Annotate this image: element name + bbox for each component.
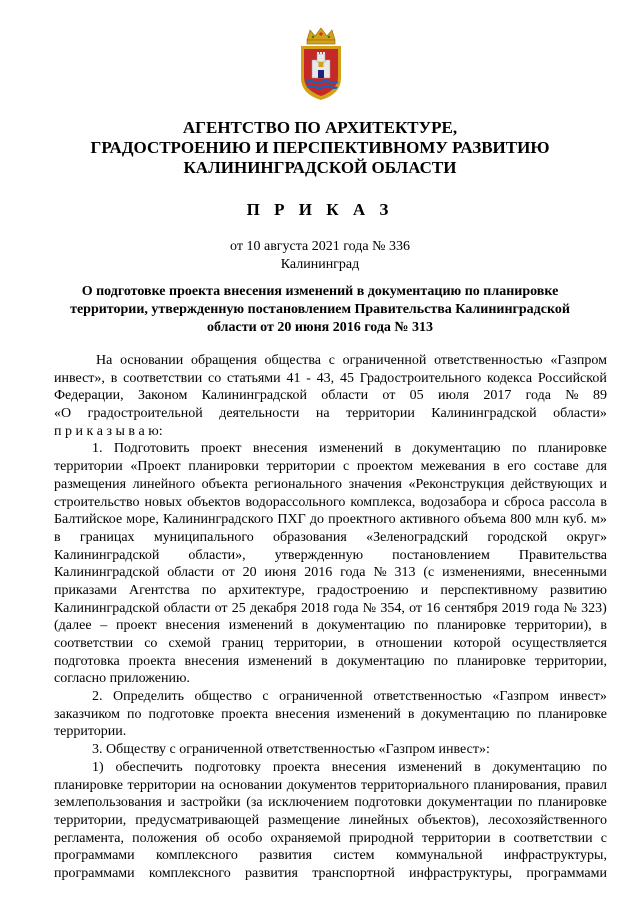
body-word: 20 [242, 565, 257, 581]
body-word: планирования, [473, 777, 561, 793]
body-word: документацию [316, 618, 406, 634]
body-word: - [306, 370, 311, 386]
body-word: новых [144, 494, 183, 510]
body-word: границ [221, 636, 264, 651]
body-word: соответствии [54, 636, 134, 651]
body-word: по [517, 795, 533, 811]
body-word: программами [54, 865, 135, 881]
order-body-text [54, 352, 607, 883]
body-word: Градостроительного [359, 370, 482, 386]
body-word: (за [246, 795, 263, 811]
body-word: муниципального [153, 529, 254, 545]
order-subject [70, 283, 570, 337]
body-line [54, 759, 607, 777]
body-word: регламента, [54, 830, 125, 846]
body-word: положения [132, 830, 198, 846]
body-word: внесения [184, 653, 240, 669]
body-word: внесения [252, 441, 308, 457]
body-word: Законом [137, 388, 188, 404]
body-word: года [333, 600, 359, 616]
body-word: комплекса, [350, 494, 416, 510]
body-word: с [262, 689, 269, 705]
body-word: Агентства [129, 582, 190, 598]
body-word: соответствии [513, 830, 593, 846]
body-word: для [586, 459, 607, 475]
body-word: года [525, 388, 551, 404]
body-word: планировке [437, 618, 506, 634]
body-word: Калининградской [201, 388, 307, 404]
body-line [54, 494, 607, 512]
body-word: от [221, 565, 235, 581]
body-word: 313 [394, 565, 416, 581]
body-word: предусматривающей [135, 812, 260, 828]
body-word: планировке [537, 441, 607, 457]
body-word: 41 [286, 370, 301, 386]
body-word: ответственностью [434, 353, 543, 368]
body-word: до [309, 512, 324, 528]
body-line [54, 847, 607, 865]
body-word: 1) [92, 759, 104, 775]
body-word: проекта [221, 706, 269, 722]
body-word: со [144, 636, 158, 651]
body-word: лесохозяйственного [488, 812, 607, 828]
body-word: округ» [566, 529, 607, 545]
body-word: Калининградской [54, 565, 160, 581]
body-word: развития [245, 865, 298, 881]
body-word: комплексного [155, 848, 238, 864]
body-word: внесения [165, 618, 221, 634]
body-word: территории, [274, 636, 347, 651]
body-word: года [340, 565, 366, 581]
body-word: систем [333, 848, 375, 864]
body-word: планировке [537, 795, 607, 811]
body-line [54, 423, 607, 441]
body-word: и [491, 494, 500, 510]
body-word: проект [116, 618, 157, 634]
body-word: программами [54, 848, 135, 864]
body-word: Калининградской [54, 547, 160, 563]
order-meta [60, 238, 580, 274]
body-line [54, 688, 607, 706]
body-word: размещения [54, 476, 127, 492]
body-word: градостроению [316, 582, 409, 598]
body-word: инфраструктуры, [409, 865, 513, 881]
body-word: размещение [268, 812, 340, 828]
body-word: изменений [319, 441, 384, 457]
body-word: и [420, 582, 429, 598]
body-word: границах [79, 529, 135, 545]
body-word: планировке [456, 653, 526, 669]
body-word: внесения [275, 706, 330, 722]
body-line [54, 458, 607, 476]
body-word: на [315, 406, 330, 422]
body-word: № [565, 388, 579, 404]
body-word: по [516, 706, 531, 722]
body-word: № [373, 565, 387, 581]
body-word: в [357, 636, 365, 651]
body-word: с [600, 830, 607, 846]
body-word: от [382, 388, 396, 404]
body-word: изменений [336, 706, 401, 722]
body-word: подготовке [148, 706, 215, 722]
body-word: территории [127, 777, 197, 793]
body-word: статьями [227, 370, 281, 386]
body-word: основании [219, 777, 283, 793]
body-word: проекта [272, 759, 320, 775]
body-word: июня [264, 565, 297, 581]
body-word: схемой [168, 636, 211, 651]
body-line [54, 706, 607, 724]
body-word: по [413, 618, 429, 634]
body-line [54, 387, 607, 405]
body-word: подготовка [54, 653, 120, 669]
body-word: межевания [420, 459, 486, 475]
body-word: со [208, 370, 222, 386]
body-word: приказами [54, 582, 117, 598]
body-line [54, 511, 607, 529]
body-word: с [343, 459, 350, 475]
body-word: ответственностью [373, 689, 482, 705]
body-line [54, 582, 607, 600]
body-line [54, 741, 607, 759]
body-word: ПХГ [277, 512, 306, 528]
body-word: море, [126, 512, 159, 528]
body-word: кодекса [487, 370, 533, 386]
body-word: изменений [248, 653, 313, 669]
body-word: постановлением [392, 547, 490, 563]
body-line [54, 547, 607, 565]
body-word: регионального [254, 476, 343, 492]
body-word: документации [427, 795, 513, 811]
body-word: Российской [537, 370, 607, 386]
body-word: территории [54, 459, 123, 475]
body-word: 89 [592, 388, 607, 404]
body-line-text: территории. [54, 724, 127, 740]
body-word: территории [346, 406, 415, 422]
subject-line: области от 20 июня 2016 года № 313 [206, 320, 434, 335]
body-word: коммунальной [395, 848, 483, 864]
body-word: в [54, 529, 61, 545]
body-word: «Зеленоградский [366, 529, 469, 545]
body-word: в [301, 618, 309, 634]
body-word: в [600, 494, 607, 510]
body-word: (с [423, 565, 435, 581]
body-word: обеспечить [115, 759, 183, 775]
body-word: 354, [380, 600, 405, 616]
body-line [54, 476, 607, 494]
body-word: подготовку [194, 759, 262, 775]
body-word: ограниченной [342, 353, 427, 368]
body-word: основании [120, 353, 184, 368]
body-word: Подготовить [113, 441, 190, 457]
body-word: архитектуре, [228, 582, 305, 598]
body-word: Калининградского [163, 512, 274, 528]
body-line [54, 670, 607, 688]
order-date-number: от 10 августа 2021 года № 336 [230, 239, 410, 254]
body-word: области [167, 565, 214, 581]
body-word: внесения [331, 759, 387, 775]
body-word: территории [421, 830, 491, 846]
body-word: территории, [54, 812, 127, 828]
body-word: документацию [336, 653, 425, 669]
body-word: действующих [510, 476, 593, 492]
body-word: градостроительной [87, 406, 203, 422]
body-word: июля [437, 388, 470, 404]
body-word: значения [348, 476, 402, 492]
body-word: млн [535, 512, 559, 528]
body-word: 2. [92, 689, 103, 705]
body-word: 05 [409, 388, 424, 404]
body-word: На [96, 353, 113, 368]
body-word: 800 [510, 512, 532, 528]
document-type-title: П Р И К А З [246, 200, 394, 219]
body-line-text: п р и к а з ы в а ю: [54, 423, 163, 439]
body-word: Балтийское [54, 512, 123, 528]
agency-name-line: КАЛИНИНГРАДСКОЙ ОБЛАСТИ [183, 158, 457, 177]
body-word: сентября [444, 600, 498, 616]
body-word: от [214, 600, 228, 616]
body-line [54, 370, 607, 388]
body-word: проектного [328, 512, 396, 528]
body-word: с [328, 353, 335, 368]
body-word: документов [286, 777, 357, 793]
body-word: объекта [201, 476, 248, 492]
agency-name-line: АГЕНТСТВО ПО АРХИТЕКТУРЕ, [182, 118, 458, 137]
body-word: линейного [132, 476, 196, 492]
body-word: проектом [356, 459, 413, 475]
body-word: (далее [54, 618, 92, 634]
body-word: территории, [534, 653, 607, 669]
body-word: области [321, 388, 369, 404]
body-word: территориального [361, 777, 469, 793]
body-word: землепользования [54, 795, 162, 811]
body-word: изменениями, [442, 565, 526, 581]
body-word: комплексного [148, 865, 231, 881]
body-word: по [127, 706, 142, 722]
body-line [54, 653, 607, 671]
body-line [54, 812, 607, 830]
body-word: 16 [426, 600, 441, 616]
body-line [54, 352, 607, 370]
body-word: осуществляется [511, 636, 607, 651]
body-word: исключением [268, 795, 349, 811]
body-line-text: 3. Обществу с ограниченной ответственностью «Газпром инвест»: [92, 742, 490, 758]
body-word: № [362, 600, 377, 616]
body-word: объема [463, 512, 507, 528]
body-word: внесенными [532, 565, 607, 581]
body-word: территории [266, 459, 336, 475]
body-word: проекта [128, 653, 176, 669]
body-word: области» [553, 406, 607, 422]
body-line [54, 529, 607, 547]
body-word: общества [264, 353, 321, 368]
body-word: программами [526, 865, 607, 881]
body-word: Калининградской [54, 600, 160, 616]
body-word: образования [273, 529, 347, 545]
body-word: объектов), [417, 812, 480, 828]
body-word: инфраструктуры, [503, 848, 607, 864]
body-word: Определить [113, 689, 184, 705]
subject-line: территории, утвержденную постановлением Правительства Калининградской [70, 302, 570, 317]
body-word: 2018 [300, 600, 329, 616]
agency-name [60, 118, 580, 178]
body-word: городской [487, 529, 548, 545]
body-word: области», [188, 547, 246, 563]
body-word: «О [54, 406, 72, 422]
body-word: развития [259, 848, 313, 864]
body-word: правил [565, 777, 607, 793]
order-city: Калининград [280, 257, 360, 272]
body-word: «Проект [130, 459, 181, 475]
body-line-text: согласно приложению. [54, 671, 190, 687]
body-word: Калининградской [431, 406, 537, 422]
body-word: 43, [316, 370, 335, 386]
body-line [54, 564, 607, 582]
body-word: отношении [375, 636, 443, 651]
body-word: сброса [504, 494, 545, 510]
body-word: инвест» [559, 689, 607, 705]
body-word: об [205, 830, 220, 846]
body-word: 1. [92, 441, 103, 457]
body-word: подготовки [354, 795, 422, 811]
body-word: 2016 [304, 565, 333, 581]
body-word: в [600, 618, 607, 634]
subject-line: О подготовке проекта внесения изменений в документацию по планировке [81, 284, 559, 299]
body-word: линейных [349, 812, 409, 828]
body-line [54, 600, 607, 618]
body-word: документацию [492, 759, 581, 775]
body-line [54, 723, 607, 741]
body-word: на [200, 777, 215, 793]
body-word: «Реконструкция [408, 476, 505, 492]
body-word: инвест», [54, 370, 105, 386]
body-word: транспортной [312, 865, 395, 881]
body-word: водорассольного [245, 494, 346, 510]
body-word: охраняемой [270, 830, 341, 846]
body-word: рассола [549, 494, 596, 510]
body-word: проект [200, 441, 242, 457]
body-word: активного [399, 512, 460, 528]
body-word: территории), [514, 618, 592, 634]
body-word: документацию [412, 441, 501, 457]
coat-of-arms-emblem [298, 26, 344, 102]
body-word: № [563, 600, 577, 616]
body-word: составе [533, 459, 579, 475]
body-word: изменений [228, 618, 293, 634]
body-word: декабря [250, 600, 297, 616]
body-word: 323) [581, 600, 607, 616]
body-word: 2017 [483, 388, 512, 404]
body-word: в [321, 653, 328, 669]
body-word: особо [227, 830, 263, 846]
body-word: Федерации, [54, 388, 124, 404]
body-word: объектов [187, 494, 241, 510]
body-word: области [163, 600, 211, 616]
body-word: в [498, 830, 506, 846]
body-word: в [474, 759, 481, 775]
body-word: строительство [54, 494, 140, 510]
body-word: документацию [421, 706, 510, 722]
body-word: 2019 [501, 600, 530, 616]
body-word: которой [453, 636, 501, 651]
body-word: по [512, 441, 527, 457]
body-word: «Газпром [492, 689, 549, 705]
body-word: водозабора [420, 494, 487, 510]
body-word: его [507, 459, 527, 475]
body-word: в [407, 706, 415, 722]
body-line [54, 405, 607, 423]
body-word: 45 [339, 370, 354, 386]
body-word: обращения [191, 353, 257, 368]
body-word: куб. [562, 512, 587, 528]
body-line [54, 635, 607, 653]
body-word: общество [194, 689, 252, 705]
body-word: деятельности [219, 406, 300, 422]
body-word: по [433, 653, 448, 669]
body-word: заказчиком [54, 706, 121, 722]
body-line [54, 830, 607, 848]
body-word: и [167, 795, 176, 811]
body-word: года [533, 600, 560, 616]
body-word: ограниченной [279, 689, 363, 705]
body-word: перспективному [440, 582, 538, 598]
body-word: в [493, 459, 500, 475]
body-word: от [409, 600, 423, 616]
body-word: м» [591, 512, 607, 528]
agency-name-line: ГРАДОСТРОЕНИЮ И ПЕРСПЕКТИВНОМУ РАЗВИТИЮ [90, 138, 550, 157]
body-word: «Газпром [550, 353, 607, 368]
body-line [54, 777, 607, 795]
body-word: по [201, 582, 217, 598]
body-word: застройки [180, 795, 241, 811]
body-word: по [592, 759, 607, 775]
body-line [54, 865, 607, 883]
body-word: природной [348, 830, 414, 846]
body-word: – [100, 618, 108, 634]
body-line [54, 440, 607, 458]
body-line [54, 794, 607, 812]
body-word: утвержденную [274, 547, 364, 563]
body-word: 25 [231, 600, 246, 616]
body-word: в [394, 441, 402, 457]
body-line [54, 617, 607, 635]
body-word: Правительства [518, 547, 607, 563]
body-word: изменений [398, 759, 463, 775]
body-word: планировки [188, 459, 259, 475]
body-word: развитию [550, 582, 607, 598]
body-word: планировке [537, 706, 607, 722]
body-word: в [110, 370, 118, 386]
body-word: и [599, 476, 607, 492]
body-word: соответствии [123, 370, 203, 386]
body-word: планировке [54, 777, 123, 793]
